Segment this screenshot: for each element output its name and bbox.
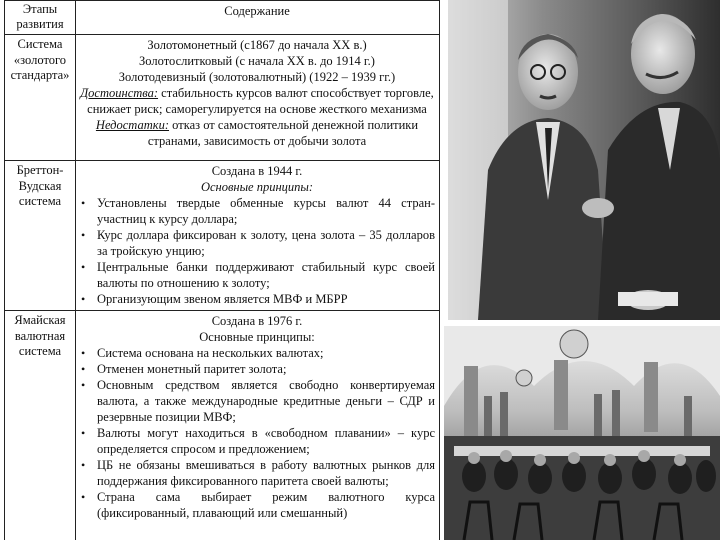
gold-disadvantages [79,117,435,149]
bullet-icon: • [81,490,86,504]
list-item: • Центральные банки поддерживают стабильный курс своей валюты по отношению к золоту; [81,260,435,290]
bullet-icon: • [81,346,86,360]
bretton-principles: Основные принципы: [200,180,314,194]
bretton-principles-list [79,195,435,307]
gold-standard-content [79,37,435,149]
photo-conference-hall-graphic [444,326,720,540]
advantages-text: стабильность курсов валют способствует торговле, снижает риск; саморегулируется на основе жесткого механизма [87,86,434,116]
bullet-icon: • [81,292,86,306]
bullet-icon: • [81,378,86,392]
header-stages: Этапы развития [16,2,64,31]
list-item: • Основным средством является свободно конвертируемая валюта, а также международные кредитные деньги – СДР и резервные позиции МВФ; [81,378,435,424]
stage-bretton-woods: Бреттон-Вудская система [16,163,64,208]
list-item: • Установлены твердые обменные курсы валют 44 стран-участниц к курсу доллара; [81,196,435,226]
jamaica-content [79,313,435,521]
bullet-icon: • [81,260,86,274]
row-divider-1 [5,160,439,161]
bretton-created: Создана в 1944 г. [211,164,303,178]
advantages-label: Достоинства: [80,86,159,100]
currency-systems-table [4,0,440,540]
list-item: • Валюты могут находиться в «свободном плавании» – курс определяется спросом и предложением; [81,426,435,456]
list-item: • Курс доллара фиксирован к золоту, цена золота – 35 долларов за тройскую унцию; [81,228,435,258]
photo-conference-hall [444,326,720,540]
gold-line-2: Золотослитковый (с начала XX в. до 1914 г.) [139,54,375,68]
stage-gold-standard: Система «золотого стандарта» [10,37,70,82]
photo-two-men [448,0,720,320]
header-content: Содержание [224,4,290,18]
bullet-icon: • [81,362,86,376]
gold-line-3: Золотодевизный (золотовалютный) (1922 – 1939 гг.) [118,70,396,84]
list-item: • Система основана на нескольких валютах; [81,346,324,360]
gold-line-1: Золотомонетный (с1867 до начала XX в.) [147,38,367,52]
stage-jamaica: Ямайская валютная система [14,313,66,358]
list-item: • Страна сама выбирает режим валютного курса (фиксированный, плавающий или смешанный) [81,490,435,520]
bullet-icon: • [81,426,86,440]
gold-advantages [79,85,435,117]
column-divider [75,0,76,540]
header-divider [5,34,439,35]
list-item: • Отменен монетный паритет золота; [81,362,287,376]
photo-two-men-graphic [448,0,720,320]
table-top-border [5,0,439,1]
jamaica-created: Создана в 1976 г. [211,314,303,328]
bullet-icon: • [81,458,86,472]
jamaica-principles-list [79,345,435,521]
bretton-woods-content [79,163,435,307]
row-divider-2 [5,310,439,311]
list-item: • ЦБ не обязаны вмешиваться в работу валютных рынков для поддержания фиксированного паритета своей валюты; [81,458,435,488]
bullet-icon: • [81,228,86,242]
jamaica-principles: Основные принципы: [199,330,315,344]
bullet-icon: • [81,196,86,210]
list-item: • Организующим звеном является МВФ и МБРР [81,292,348,306]
disadvantages-label: Недостатки: [95,118,170,132]
disadvantages-text: отказ от самостоятельной денежной политики странами, зависимость от добычи золота [147,118,419,148]
